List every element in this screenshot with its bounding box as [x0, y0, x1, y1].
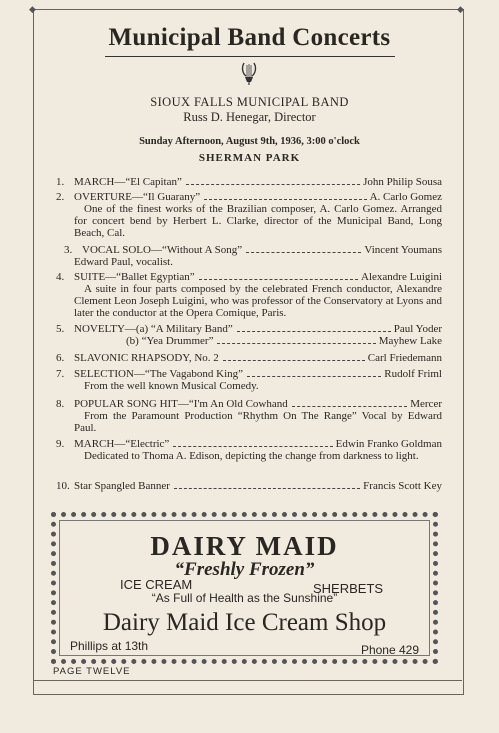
program-note: From the Paramount Production “Rhythm On The Range” Vocal by Edward Paul.	[74, 410, 442, 434]
ad-inner-border	[59, 520, 430, 656]
program-item: 10. Star Spangled Banner Francis Scott Key	[56, 480, 442, 492]
corner-ornament: ◆	[457, 5, 464, 15]
program-item: 8. POPULAR SONG HIT—“I'm An Old Cowhand Mercer From the Paramount Production “Rhythm On The Range” Vocal by Edward Paul.	[56, 398, 442, 434]
program-item: 6. SLAVONIC RHAPSODY, No. 2 Carl Friedemann	[56, 352, 442, 364]
title-underline	[105, 56, 395, 57]
ad-product-ice-cream: ICE CREAM	[120, 577, 193, 592]
lyre-emblem-icon	[240, 60, 258, 86]
ad-product-sherbets: SHERBETS	[313, 581, 384, 596]
ad-shop-name: Dairy Maid Ice Cream Shop	[102, 609, 387, 636]
program-note: From the well known Musical Comedy.	[84, 380, 259, 392]
page-number: PAGE TWELVE	[53, 666, 131, 677]
program-item: 7. SELECTION—“The Vagabond King” Rudolf Friml From the well known Musical Comedy.	[56, 368, 442, 392]
program-note: Edward Paul, vocalist.	[74, 256, 173, 268]
program-item: 1. MARCH—“El Capitan” John Philip Sousa	[56, 176, 442, 188]
ad-phone: Phone 429	[360, 643, 419, 657]
concert-venue: SHERMAN PARK	[198, 152, 301, 164]
program-note: Dedicated to Thoma A. Edison, depicting the change from darkness to light.	[84, 450, 419, 462]
ad-slogan: “As Full of Health as the Sunshine”	[151, 591, 338, 605]
dairy-maid-advertisement	[51, 512, 438, 664]
footer-rule	[33, 680, 462, 681]
program-item: 9. MARCH—“Electric” Edwin Franko Goldman Dedicated to Thoma A. Edison, depicting the change from darkness to light.	[56, 438, 442, 462]
page-title: Municipal Band Concerts	[108, 24, 391, 51]
program-item: 5. NOVELTY—(a) “A Military Band” Paul Yoder (b) “Yea Drummer” Mayhew Lake	[56, 323, 442, 347]
ad-address: Phillips at 13th	[70, 639, 149, 653]
ad-brand: DAIRY MAID	[150, 531, 339, 561]
program-item: 4. SUITE—“Ballet Egyptian” Alexandre Luigini A suite in four parts composed by the celebrated French conductor, Alexandre Clement Leon Joseph Luigini, who was professor of the Conservatory at Lyons and later the conductor at the Opera Comique, Paris.	[56, 271, 442, 319]
ad-tagline: “Freshly Frozen”	[174, 559, 315, 580]
program-note: A suite in four parts composed by the celebrated French conductor, Alexandre Clement Leon Joseph Luigini, who was professor of the Conservatory at Lyons and later the conductor at the Opera Comique, Paris.	[74, 283, 442, 319]
concert-date: Sunday Afternoon, August 9th, 1936, 3:00 o'clock	[139, 136, 360, 147]
corner-ornament: ◆	[29, 5, 36, 15]
band-name: SIOUX FALLS MUNICIPAL BAND	[150, 95, 349, 109]
program-note: One of the finest works of the Brazilian composer, A. Carlo Gomez. Arranged for concert bend by Herbert L. Clarke, director of the Municipal Band, Long Beach, Cal.	[74, 203, 442, 239]
director-name: Russ D. Henegar, Director	[183, 110, 316, 124]
program-item: 2. OVERTURE—“Il Guarany” A. Carlo Gomez One of the finest works of the Brazilian composer, A. Carlo Gomez. Arranged for concert bend by Herbert L. Clarke, director of the Municipal Band, Long Beach, Cal.	[56, 191, 442, 239]
program-item: 3. VOCAL SOLO—“Without A Song” Vincent Youmans Edward Paul, vocalist.	[56, 244, 442, 268]
